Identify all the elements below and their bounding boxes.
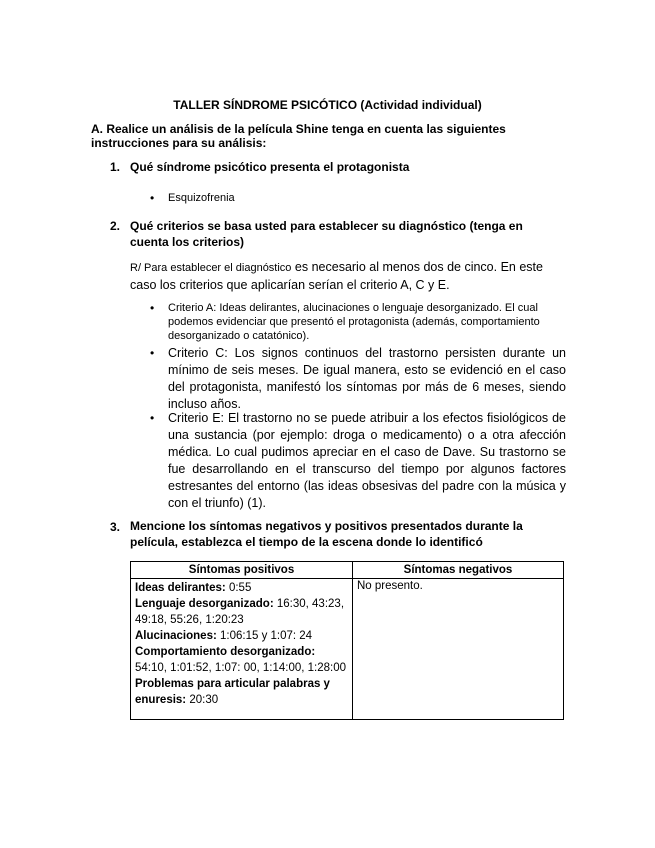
symptom-label: Comportamiento desorganizado: (135, 646, 316, 658)
symptom-times: 20:30 (186, 694, 219, 706)
header-positive: Síntomas positivos (131, 562, 353, 579)
symptom-label: Problemas para articular palabras y enuresis: (135, 678, 330, 706)
symptom-times: 0:55 (225, 582, 252, 594)
question-2-text: Qué criterios se basa usted para establecer su diagnóstico (tenga en cuenta los criterios) (130, 219, 523, 249)
positive-symptom (135, 644, 348, 676)
header-negative: Síntomas negativos (353, 562, 564, 579)
answer-2-intro-part1: R/ Para establecer el diagnóstico (130, 262, 292, 274)
symptom-times: 1:06:15 y 1:07: 24 (216, 630, 313, 642)
symptom-times: 16:30, 43:23, 49:18, 55:26, 1:20:23 (135, 598, 345, 626)
question-1-number: 1. (110, 160, 121, 174)
question-3-text: Mencione los síntomas negativos y positivos presentados durante la película, establezca el tiempo de la escena donde lo identificó (130, 519, 523, 549)
negative-symptoms-cell (353, 579, 564, 720)
bullet-dot-icon: • (150, 346, 155, 360)
criterion-a: Criterio A: Ideas delirantes, alucinaciones o lenguaje desorganizado. El cual podemos evidenciar que presentó el protagonista (además, comportamiento desorganizado o catatónico). (168, 302, 540, 342)
intro-instruction: A. Realice un análisis de la película Shine tenga en cuenta las siguientes instrucciones para su análisis: (91, 122, 506, 150)
symptoms-table (130, 561, 564, 720)
positive-symptom (135, 676, 348, 708)
positive-symptoms-cell (131, 579, 353, 720)
positive-symptom (135, 580, 348, 596)
symptom-times: 54:10, 1:01:52, 1:07: 00, 1:14:00, 1:28:00 (135, 662, 347, 674)
table-header-row (131, 562, 564, 579)
answer-2-intro-part2: es necesario al menos dos de cinco. En este caso los criterios que aplicarían serían el criterio A, C y E. (130, 260, 543, 292)
criterion-e: Criterio E: El trastorno no se puede atribuir a los efectos fisiológicos de una sustancia (por ejemplo: droga o medicamento) o a otra afección médica. Lo cual pudimos apreciar en el caso de Dave. Su trastorno se fue desarrollando en el transcurso del tiempo por algunos factores estresantes del entorno (las ideas obsesivas del padre con la música y con el triunfo) (1). (168, 411, 566, 510)
bullet-dot-icon: • (150, 411, 155, 425)
document-title: TALLER SÍNDROME PSICÓTICO (Actividad individual) (173, 98, 482, 112)
symptom-label: Alucinaciones: (135, 630, 217, 642)
question-2-number: 2. (110, 219, 121, 233)
criterion-c: Criterio C: Los signos continuos del trastorno persisten durante un mínimo de seis meses. De igual manera, esto se evidenció en el caso del protagonista, manifestó los síntomas por más de 6 meses, siendo incluso años. (168, 346, 566, 411)
symptom-label: Lenguaje desorganizado: (135, 598, 274, 610)
question-3-number: 3. (110, 520, 121, 534)
table-row (131, 579, 564, 720)
question-1-text: Qué síndrome psicótico presenta el protagonista (130, 160, 410, 174)
bullet-dot-icon: • (150, 191, 155, 205)
positive-symptom (135, 596, 348, 628)
answer-2-intro (130, 259, 568, 294)
symptom-label: Ideas delirantes: (135, 582, 226, 594)
positive-symptom (135, 628, 348, 644)
bullet-dot-icon: • (150, 301, 155, 315)
answer-1-text: Esquizofrenia (168, 192, 235, 204)
negative-symptom: No presento. (357, 580, 423, 592)
